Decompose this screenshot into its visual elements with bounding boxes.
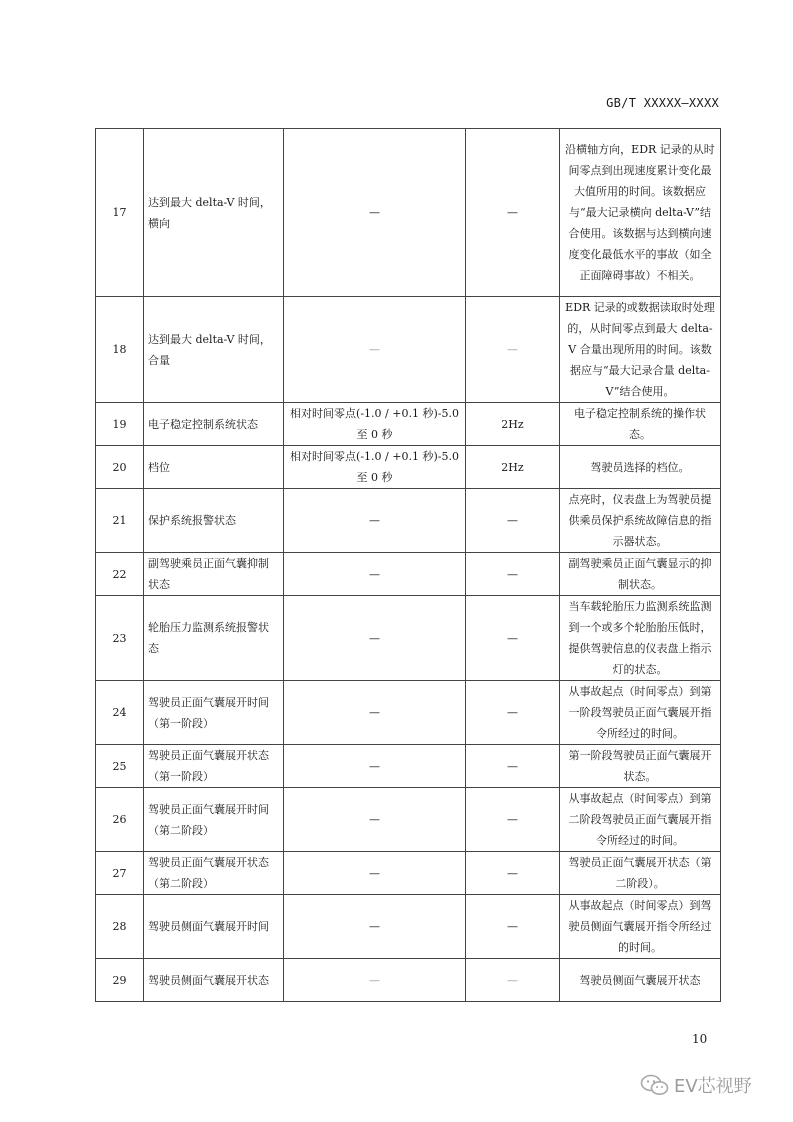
page-number: 10 bbox=[692, 1032, 708, 1046]
recording-interval: — bbox=[369, 706, 380, 719]
data-sample-rate: — bbox=[507, 920, 518, 933]
row-number: 23 bbox=[96, 596, 144, 681]
table-row bbox=[96, 129, 721, 297]
table-row bbox=[96, 446, 721, 489]
element-description: 电子稳定控制系统的操作状态。 bbox=[560, 403, 721, 446]
row-number: 19 bbox=[96, 403, 144, 446]
element-name: 档位 bbox=[144, 446, 284, 489]
row-number: 27 bbox=[96, 852, 144, 895]
table-row bbox=[96, 596, 721, 681]
table-row bbox=[96, 297, 721, 403]
recording-interval: — bbox=[369, 813, 380, 826]
table-row bbox=[96, 959, 721, 1002]
recording-interval: 相对时间零点(-1.0 / +0.1 秒)-5.0 至 0 秒 bbox=[284, 446, 466, 489]
element-name: 驾驶员正面气囊展开时间（第一阶段） bbox=[144, 681, 284, 745]
element-description: 从事故起点（时间零点）到第二阶段驾驶员正面气囊展开指令所经过的时间。 bbox=[560, 788, 721, 852]
element-name: 驾驶员正面气囊展开状态（第二阶段） bbox=[144, 852, 284, 895]
table-row bbox=[96, 852, 721, 895]
element-description: EDR 记录的或数据读取时处理的，从时间零点到最大 delta-V 合量出现所用的时间。该数据应与“最大记录合量 delta-V”结合使用。 bbox=[560, 297, 721, 403]
row-number: 17 bbox=[96, 129, 144, 297]
element-name: 电子稳定控制系统状态 bbox=[144, 403, 284, 446]
element-name: 驾驶员侧面气囊展开状态 bbox=[144, 959, 284, 1002]
element-description: 点亮时，仪表盘上为驾驶员提供乘员保护系统故障信息的指示器状态。 bbox=[560, 489, 721, 553]
row-number: 28 bbox=[96, 895, 144, 959]
element-name: 驾驶员正面气囊展开状态（第一阶段） bbox=[144, 745, 284, 788]
element-name: 驾驶员正面气囊展开时间（第二阶段） bbox=[144, 788, 284, 852]
element-name: 轮胎压力监测系统报警状态 bbox=[144, 596, 284, 681]
element-description: 驾驶员侧面气囊展开状态 bbox=[560, 959, 721, 1002]
data-sample-rate: — bbox=[507, 706, 518, 719]
element-name: 保护系统报警状态 bbox=[144, 489, 284, 553]
table-row bbox=[96, 553, 721, 596]
data-sample-rate: — bbox=[507, 567, 518, 581]
element-description: 驾驶员选择的档位。 bbox=[560, 446, 721, 489]
data-sample-rate: 2Hz bbox=[466, 446, 560, 489]
recording-interval: — bbox=[369, 973, 380, 987]
element-description: 副驾驶乘员正面气囊显示的抑制状态。 bbox=[560, 553, 721, 596]
row-number: 22 bbox=[96, 553, 144, 596]
element-name: 达到最大 delta-V 时间，合量 bbox=[144, 297, 284, 403]
recording-interval: — bbox=[369, 514, 380, 527]
recording-interval: — bbox=[369, 920, 380, 933]
data-sample-rate: — bbox=[507, 866, 518, 880]
recording-interval: — bbox=[369, 343, 380, 356]
element-description: 从事故起点（时间零点）到第一阶段驾驶员正面气囊展开指令所经过的时间。 bbox=[560, 681, 721, 745]
element-name: 驾驶员侧面气囊展开时间 bbox=[144, 895, 284, 959]
recording-interval: 相对时间零点(-1.0 / +0.1 秒)-5.0 至 0 秒 bbox=[284, 403, 466, 446]
table-row bbox=[96, 745, 721, 788]
element-name: 副驾驶乘员正面气囊抑制状态 bbox=[144, 553, 284, 596]
standard-code: GB/T XXXXX—XXXX bbox=[606, 96, 719, 110]
recording-interval: — bbox=[369, 759, 380, 773]
data-sample-rate: — bbox=[507, 631, 518, 645]
data-sample-rate: 2Hz bbox=[466, 403, 560, 446]
row-number: 21 bbox=[96, 489, 144, 553]
row-number: 26 bbox=[96, 788, 144, 852]
row-number: 20 bbox=[96, 446, 144, 489]
row-number: 24 bbox=[96, 681, 144, 745]
element-name: 达到最大 delta-V 时间，横向 bbox=[144, 129, 284, 297]
wechat-icon bbox=[640, 1073, 670, 1097]
data-sample-rate: — bbox=[507, 514, 518, 527]
data-sample-rate: — bbox=[507, 973, 518, 987]
element-description: 从事故起点（时间零点）到驾驶员侧面气囊展开指令所经过的时间。 bbox=[560, 895, 721, 959]
recording-interval: — bbox=[369, 567, 380, 581]
recording-interval: — bbox=[369, 206, 380, 219]
element-description: 第一阶段驾驶员正面气囊展开状态。 bbox=[560, 745, 721, 788]
row-number: 18 bbox=[96, 297, 144, 403]
table-row bbox=[96, 489, 721, 553]
table-row bbox=[96, 681, 721, 745]
row-number: 29 bbox=[96, 959, 144, 1002]
data-sample-rate: — bbox=[507, 813, 518, 826]
watermark-text: EV芯视野 bbox=[674, 1076, 752, 1097]
recording-interval: — bbox=[369, 631, 380, 645]
recording-interval: — bbox=[369, 866, 380, 880]
row-number: 25 bbox=[96, 745, 144, 788]
watermark bbox=[640, 1072, 752, 1098]
element-description: 沿横轴方向，EDR 记录的从时间零点到出现速度累计变化最大值所用的时间。该数据应与“最大记录横向 delta-V”结合使用。该数据与达到横向速度变化最低水平的事故（如全正面障碍事故）不相关。 bbox=[560, 129, 721, 297]
data-sample-rate: — bbox=[507, 206, 518, 219]
element-description: 当车载轮胎压力监测系统监测到一个或多个轮胎胎压低时，提供驾驶信息的仪表盘上指示灯的状态。 bbox=[560, 596, 721, 681]
table-row bbox=[96, 788, 721, 852]
data-sample-rate: — bbox=[507, 343, 518, 356]
element-description: 驾驶员正面气囊展开状态（第二阶段）。 bbox=[560, 852, 721, 895]
table-row bbox=[96, 403, 721, 446]
table-row bbox=[96, 895, 721, 959]
data-sample-rate: — bbox=[507, 759, 518, 773]
edr-data-table bbox=[95, 128, 721, 1002]
